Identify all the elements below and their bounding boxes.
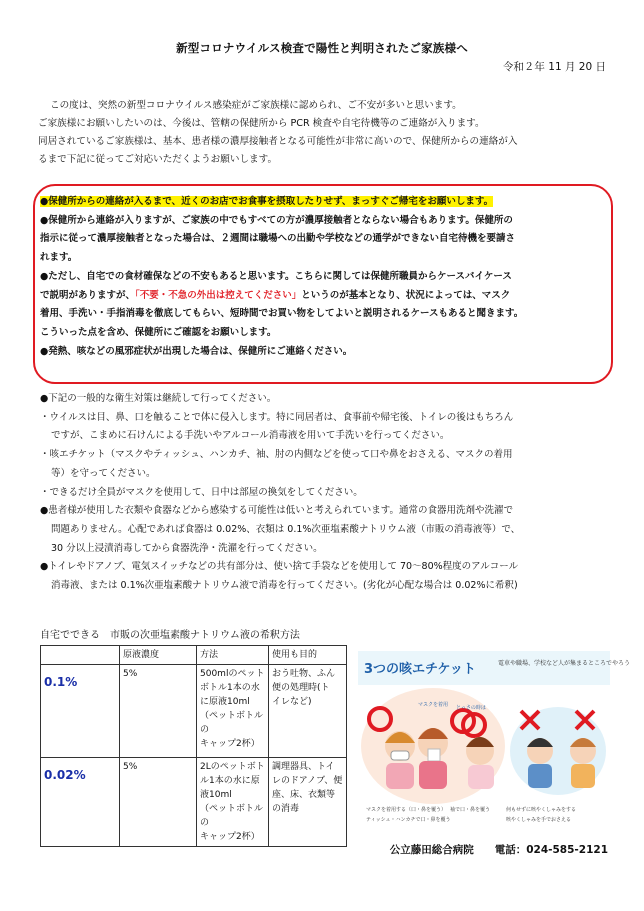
document-date: 令和２年 11 月 20 日 [502,61,606,73]
use-line: 便の処理時(ト [272,683,330,693]
poster-label: ティッシュ・ハンカチで口・鼻を覆う [366,817,451,823]
text-segment: で説明がありますが、 [40,289,136,301]
cough-etiquette-illustration [358,651,630,829]
intro-line: この度は、突然の新型コロナウイルス感染症がご家族様に認められ、ご不安が多いと思います。 [50,100,462,111]
hygiene-line: ●トイレやドアノブ、電気スイッチなどの共有部分は、使い捨て手袋などを使用して 70～80%程度のアルコール [40,561,519,573]
important-notices [40,193,608,361]
method-line: キャップ2杯） [200,832,260,842]
poster-subtitle: 電車や職場、学校など人が集まるところでやろう [498,660,630,667]
method-line: ボトル1本の水 [200,683,260,693]
table-row [41,665,347,758]
poster-bubble: とっさの時は [456,705,486,711]
hygiene-line: ・ウイルスは目、鼻、口を触ることで体に侵入します。特に同居者は、食事前や帰宅後、トイレの後はもちろん [40,411,514,423]
method-line: （ペットボトルの [200,711,264,735]
method-line: ル1本の水に原 [200,776,260,786]
avoid-outing-warning: 「不要・不急の外出は控えてください」 [135,289,302,301]
method-cell [197,665,269,758]
method-line: キャップ2杯） [200,739,260,749]
hygiene-measures [40,390,608,596]
table-header: 方法 [197,646,269,665]
hygiene-line: ですが、こまめに石けんによる手洗いやアルコール消毒液を用いて手洗いを行ってください。 [51,430,450,442]
use-line: の消毒 [272,804,300,814]
notice-go-home [40,193,608,212]
hygiene-line: 等）を守ってください。 [51,467,156,479]
method-line: 液10ml [200,790,232,800]
notice-shopping-cont: こういった点を含め、保健所にご確認をお願いします。 [40,326,277,338]
method-line: 500mlのペット [200,669,265,679]
hygiene-line: 消毒液、または 0.1%次亜塩素酸ナトリウム液で消毒を行ってください。(劣化が心配な場合は 0.02%に希釈) [51,580,518,592]
hygiene-line: ●患者様が使用した衣類や食器などから感染する可能性は低いと考えられています。通常の食器用洗剤や洗濯で [40,505,514,517]
method-cell [197,758,269,847]
table-row [41,758,347,847]
table-header: 原液濃度 [120,646,197,665]
use-cell [269,758,347,847]
intro-paragraph [38,97,610,169]
page-title: 新型コロナウイルス検査で陽性と判明されたご家族様へ [176,41,468,55]
concentration-value: 0.02% [44,768,86,782]
dilution-table [40,645,347,847]
table-header: 使用も目的 [269,646,347,665]
method-line: 2Lのペットボト [200,762,265,772]
hygiene-line: 30 分以上浸漬消毒してから食器洗浄・洗濯を行ってください。 [51,542,323,554]
concentration-value: 0.1% [44,675,78,689]
poster-bubble: マスクを着用 [418,702,449,708]
notice-shopping-cont [40,287,608,306]
hygiene-line: 問題ありません。心配であれば食器は 0.02%、衣類は 0.1%次亜塩素酸ナトリウム液（市販の消毒液等）で、 [51,523,521,535]
dilution-title: 自宅でできる 市販の次亜塩素酸ナトリウム液の希釈方法 [40,630,300,641]
poster-title: 3つの咳エチケット [364,662,476,677]
notice-shopping: ●ただし、自宅での食材確保などの不安もあると思います。こちらに関しては保健所職員からケースバイケース [40,270,512,282]
poster-label: マスクを着用する（口・鼻を覆う） [366,807,447,813]
method-line: に原液10ml [200,697,250,707]
use-line: 座、床、衣類等 [272,790,336,800]
notice-shopping-cont: 着用、手洗い・手指消毒を徹底してもらい、短時間でお買い物をしてよいと説明されるケースもあると聞きます。 [40,308,524,320]
notice-fever: ●発熱、咳などの風邪症状が出現した場合は、保健所にご連絡ください。 [40,345,353,357]
notice-close-contact: ●保健所から連絡が入りますが、ご家族の中でもすべての方が濃厚接触者とならない場合もあります。保健所の [40,214,513,226]
use-line: レのドアノブ、便 [272,776,343,786]
concentration-cell [41,665,120,758]
highlighted-text: ●保健所からの連絡が入るまで、近くのお店でお食事を摂取したりせず、まっすぐご帰宅をお願いします。 [40,196,494,207]
hospital-name: 公立藤田総合病院 [389,844,474,856]
text-segment: というのが基本となり、状況によっては、マスク [301,289,511,301]
cough-etiquette-poster [358,651,630,829]
method-line: （ペットボトルの [200,804,264,828]
use-line: イレなど) [272,697,312,707]
concentration-cell [41,758,120,847]
table-header-row [41,646,347,665]
poster-label: 何もせずに咳やくしゃみをする [506,807,577,813]
hygiene-line: ・咳エチケット（マスクやティッシュ、ハンカチ、袖、肘の内側などを使って口や鼻をおさえる、マスクの着用 [40,449,513,461]
hygiene-line: ・できるだけ全員がマスクを使用して、日中は部屋の換気をしてください。 [40,486,363,498]
stock-concentration: 5% [120,758,197,847]
use-line: 調理器具、トイ [272,762,335,772]
notice-close-contact-cont: 指示に従って濃厚接触者となった場合は、２週間は職場への出勤や学校などの通学ができない自宅待機を要請さ [40,233,516,245]
hygiene-line: ●下記の一般的な衛生対策は継続して行ってください。 [40,393,277,404]
poster-label: 咳やくしゃみを手でおさえる [506,817,572,823]
intro-line: 同居されているご家族様は、基本、患者様の濃厚接触者となる可能性が非常に高いので、保健所からの連絡が入 [38,136,518,147]
notice-close-contact-cont: れます。 [40,252,78,264]
intro-line: るまで下記に従ってご対応いただくようお願いします。 [38,154,278,165]
intro-line: ご家族様にお願いしたいのは、今後は、管轄の保健所から PCR 検査や自宅待機等のご連絡が入ります。 [38,118,485,129]
footer [0,842,608,857]
stock-concentration: 5% [120,665,197,758]
use-cell [269,665,347,758]
table-header [41,646,120,665]
hospital-phone: 電話：024-585-2121 [494,844,608,856]
poster-label: 袖で口・鼻を覆う [450,807,491,813]
use-line: おう吐物、ふん [272,669,336,679]
